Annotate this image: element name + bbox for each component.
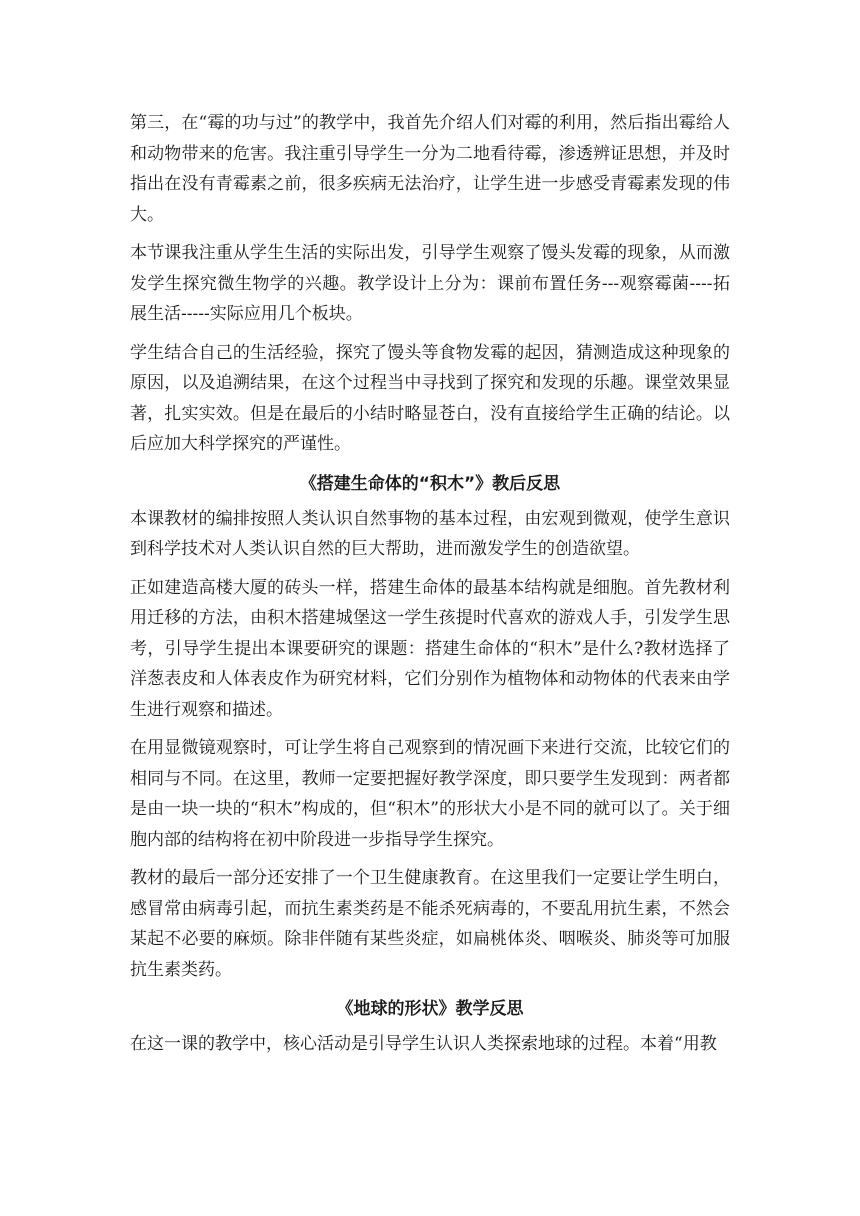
document-page	[130, 108, 730, 1068]
paragraph: 在这一课的教学中，核心活动是引导学生认识人类探索地球的过程。本着“用教	[130, 1034, 717, 1054]
section-title: 《搭建生命体的“积木”》教后反思	[299, 473, 561, 494]
paragraph: 本课教材的编排按照人类认识自然事物的基本过程，由宏观到微观，使学生意识到科学技术对人类认识自然的巨大帮助，进而激发学生的创造欲望。	[130, 508, 730, 559]
paragraph: 学生结合自己的生活经验，探究了馒头等食物发霉的起因，猜测造成这种现象的原因，以及追溯结果，在这个过程当中寻找到了探究和发现的乐趣。课堂效果显著，扎实实效。但是在最后的小结时略显苍白，没有直接给学生正确的结论。以后应加大科学探究的严谨性。	[130, 342, 730, 454]
paragraph: 本节课我注重从学生生活的实际出发，引导学生观察了馒头发霉的现象，从而激发学生探究微生物学的兴趣。教学设计上分为：课前布置任务---观察霉菌----拓展生活-----实际应用几个板块。	[130, 243, 730, 324]
paragraph: 正如建造高楼大厦的砖头一样，搭建生命体的最基本结构就是细胞。首先教材利用迁移的方法，由积木搭建城堡这一学生孩提时代喜欢的游戏人手，引发学生思考，引导学生提出本课要研究的课题：搭建生命体的“积木”是什么?教材选择了洋葱表皮和人体表皮作为研究材料，它们分别作为植物体和动物体的代表来由学生进行观察和描述。	[130, 577, 730, 720]
paragraph: 在用显微镜观察时，可让学生将自己观察到的情况画下来进行交流，比较它们的相同与不同。在这里，教师一定要把握好教学深度，即只要学生发现到：两者都是由一块一块的“积木”构成的，但“积木”的形状大小是不同的就可以了。关于细胞内部的结构将在初中阶段进一步指导学生探究。	[130, 738, 730, 850]
section-title: 《地球的形状》教学反思	[336, 999, 524, 1019]
paragraph: 教材的最后一部分还安排了一个卫生健康教育。在这里我们一定要让学生明白，感冒常由病毒引起，而抗生素类药是不能杀死病毒的，不要乱用抗生素，不然会某起不必要的麻烦。除非伴随有某些炎症，如扁桃体炎、咽喉炎、肺炎等可加服抗生素类药。	[130, 868, 730, 980]
paragraph: 第三，在“霉的功与过”的教学中，我首先介绍人们对霉的利用，然后指出霉给人和动物带来的危害。我注重引导学生一分为二地看待霉，渗透辨证思想，并及时指出在没有青霉素之前，很多疾病无法治疗，让学生进一步感受青霉素发现的伟大。	[130, 113, 730, 225]
